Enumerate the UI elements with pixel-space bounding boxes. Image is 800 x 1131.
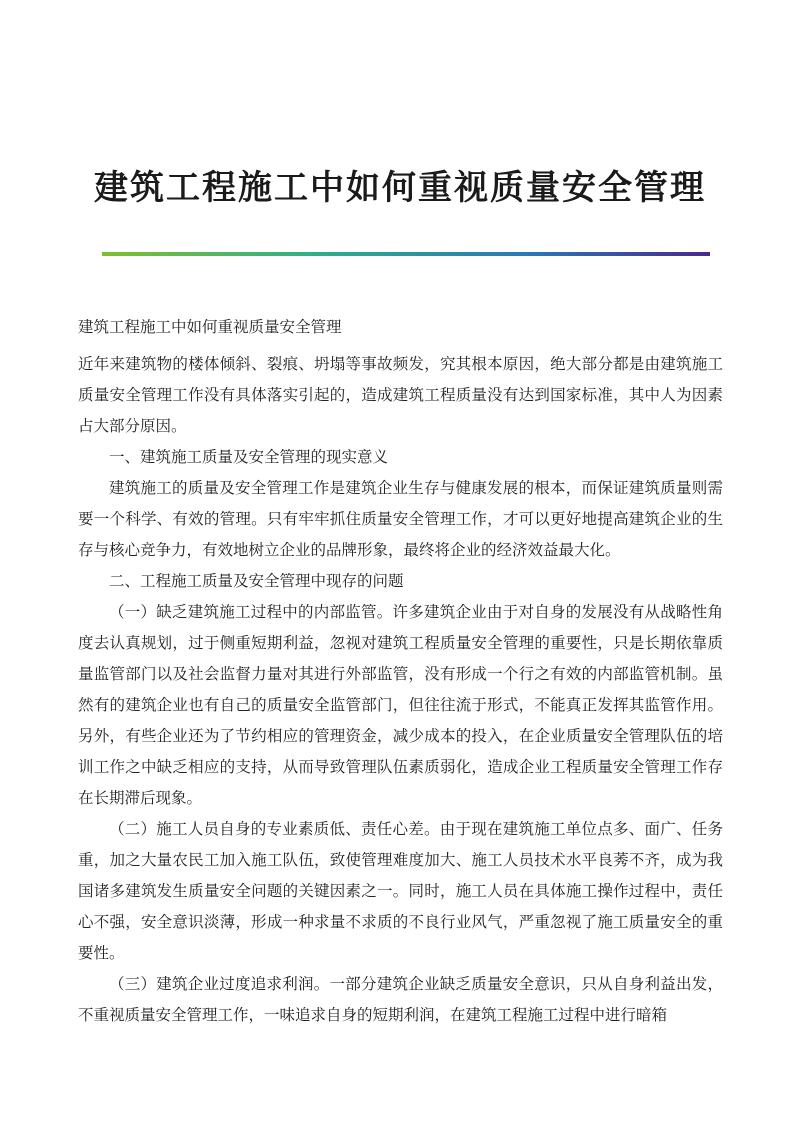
paragraph-intro: 近年来建筑物的楼体倾斜、裂痕、坍塌等事故频发，究其根本原因，绝大部分都是由建筑施工质量安全管理工作没有具体落实引起的，造成建筑工程质量没有达到国家标准，其中人为因素占大部分原因。 [78, 355, 723, 435]
paragraph-issue-3: （三）建筑企业过度追求利润。一部分建筑企业缺乏质量安全意识，只从自身利益出发，不重视质量安全管理工作，一味追求自身的短期利润，在建筑工程施工过程中进行暗箱 [78, 975, 723, 1024]
title-divider [102, 252, 710, 256]
section-heading-1: 一、建筑施工质量及安全管理的现实意义 [109, 448, 389, 466]
paragraph-significance: 建筑施工的质量及安全管理工作是建筑企业生存与健康发展的根本，而保证建筑质量则需要一个科学、有效的管理。只有牢牢抓住质量安全管理工作，才可以更好地提高建筑企业的生存与核心竞争力，有效地树立企业的品牌形象，最终将企业的经济效益最大化。 [78, 479, 723, 559]
section-heading-2: 二、工程施工质量及安全管理中现存的问题 [109, 572, 404, 590]
page-title: 建筑工程施工中如何重视质量安全管理 [94, 168, 706, 208]
document-subtitle: 建筑工程施工中如何重视质量安全管理 [78, 318, 342, 336]
document-body [78, 312, 723, 1031]
paragraph-issue-1: （一）缺乏建筑施工过程中的内部监管。许多建筑企业由于对自身的发展没有从战略性角度去认真规划，过于侧重短期利益，忽视对建筑工程质量安全管理的重要性，只是长期依靠质量监管部门以及社会监督力量对其进行外部监管，没有形成一个行之有效的内部监管机制。虽然有的建筑企业也有自己的质量安全监管部门，但往往流于形式，不能真正发挥其监管作用。另外，有些企业还为了节约相应的管理资金，减少成本的投入，在企业质量安全管理队伍的培训工作之中缺乏相应的支持，从而导致管理队伍素质弱化，造成企业工程质量安全管理工作存在长期滞后现象。 [78, 603, 723, 807]
paragraph-issue-2: （二）施工人员自身的专业素质低、责任心差。由于现在建筑施工单位点多、面广、任务重，加之大量农民工加入施工队伍，致使管理难度加大、施工人员技术水平良莠不齐，成为我国诸多建筑发生质量安全问题的关键因素之一。同时，施工人员在具体施工操作过程中，责任心不强，安全意识淡薄，形成一种求量不求质的不良行业风气，严重忽视了施工质量安全的重要性。 [78, 820, 723, 962]
